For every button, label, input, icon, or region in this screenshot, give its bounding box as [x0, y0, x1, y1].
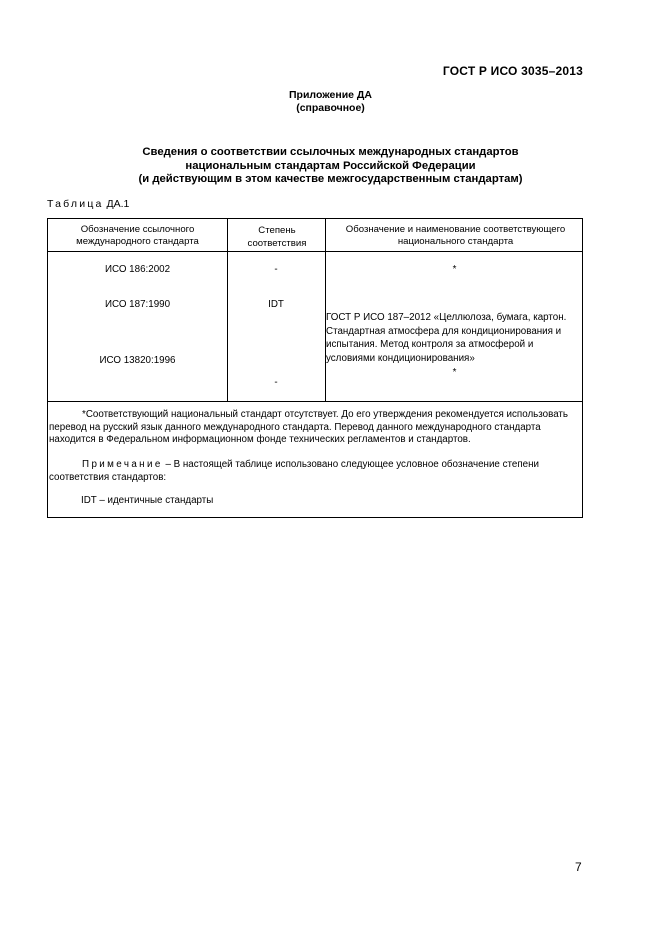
table-note	[49, 459, 581, 484]
degree-legend: IDT – идентичные стандарты	[81, 495, 214, 506]
document-code: ГОСТ Р ИСО 3035–2013	[442, 64, 583, 78]
table-label-number: ДА.1	[106, 198, 130, 210]
row-2-designation: ИСО 187:1990	[104, 299, 171, 310]
row-1-national: *	[452, 264, 457, 275]
table-footnote: *Соответствующий национальный стандарт отсутствует. До его утверждения рекомендуется использовать перевод на русский язык данного международного стандарта. Перевод данного международного стандарта находится в Федеральном информационном фонде технических регламентов и стандартов.	[49, 409, 569, 445]
body-divider	[48, 401, 582, 402]
row-3-national: *	[452, 367, 457, 378]
column-header-national: Обозначение и наименование соответствующего национального стандарта	[345, 224, 566, 247]
header-divider	[48, 251, 582, 252]
table-label	[47, 198, 129, 210]
appendix-name: Приложение ДА	[289, 89, 372, 101]
column-header-designation: Обозначение ссылочного международного стандарта	[76, 224, 199, 247]
page-number: 7	[575, 860, 582, 874]
appendix-title	[0, 89, 661, 114]
heading-line-2: национальным стандартам Российской Федерации	[185, 159, 476, 172]
row-1-degree: -	[274, 264, 278, 275]
column-header-degree: Степень соответствия	[247, 225, 307, 249]
note-text: – В настоящей таблице использовано следующее условное обозначение степени соответствия стандартов:	[49, 459, 539, 483]
appendix-type: (справочное)	[296, 101, 365, 114]
heading-line-1: Сведения о соответствии ссылочных международных стандартов	[142, 146, 519, 158]
section-heading	[0, 146, 661, 187]
note-label: Примечание	[82, 459, 163, 470]
correspondence-table	[47, 218, 583, 518]
table-label-prefix: Таблица	[47, 198, 104, 210]
row-3-designation: ИСО 13820:1996	[99, 355, 176, 366]
row-2-degree: IDT	[268, 299, 284, 310]
heading-line-3: (и действующим в этом качестве межгосударственным стандартам)	[138, 173, 523, 185]
row-3-degree: -	[274, 377, 278, 388]
row-2-national: ГОСТ Р ИСО 187–2012 «Целлюлоза, бумага, картон. Стандартная атмосфера для кондиционирования и испытания. Метод контроля за атмосферой и условиями кондиционирования»	[326, 312, 567, 364]
row-1-designation: ИСО 186:2002	[104, 264, 171, 275]
